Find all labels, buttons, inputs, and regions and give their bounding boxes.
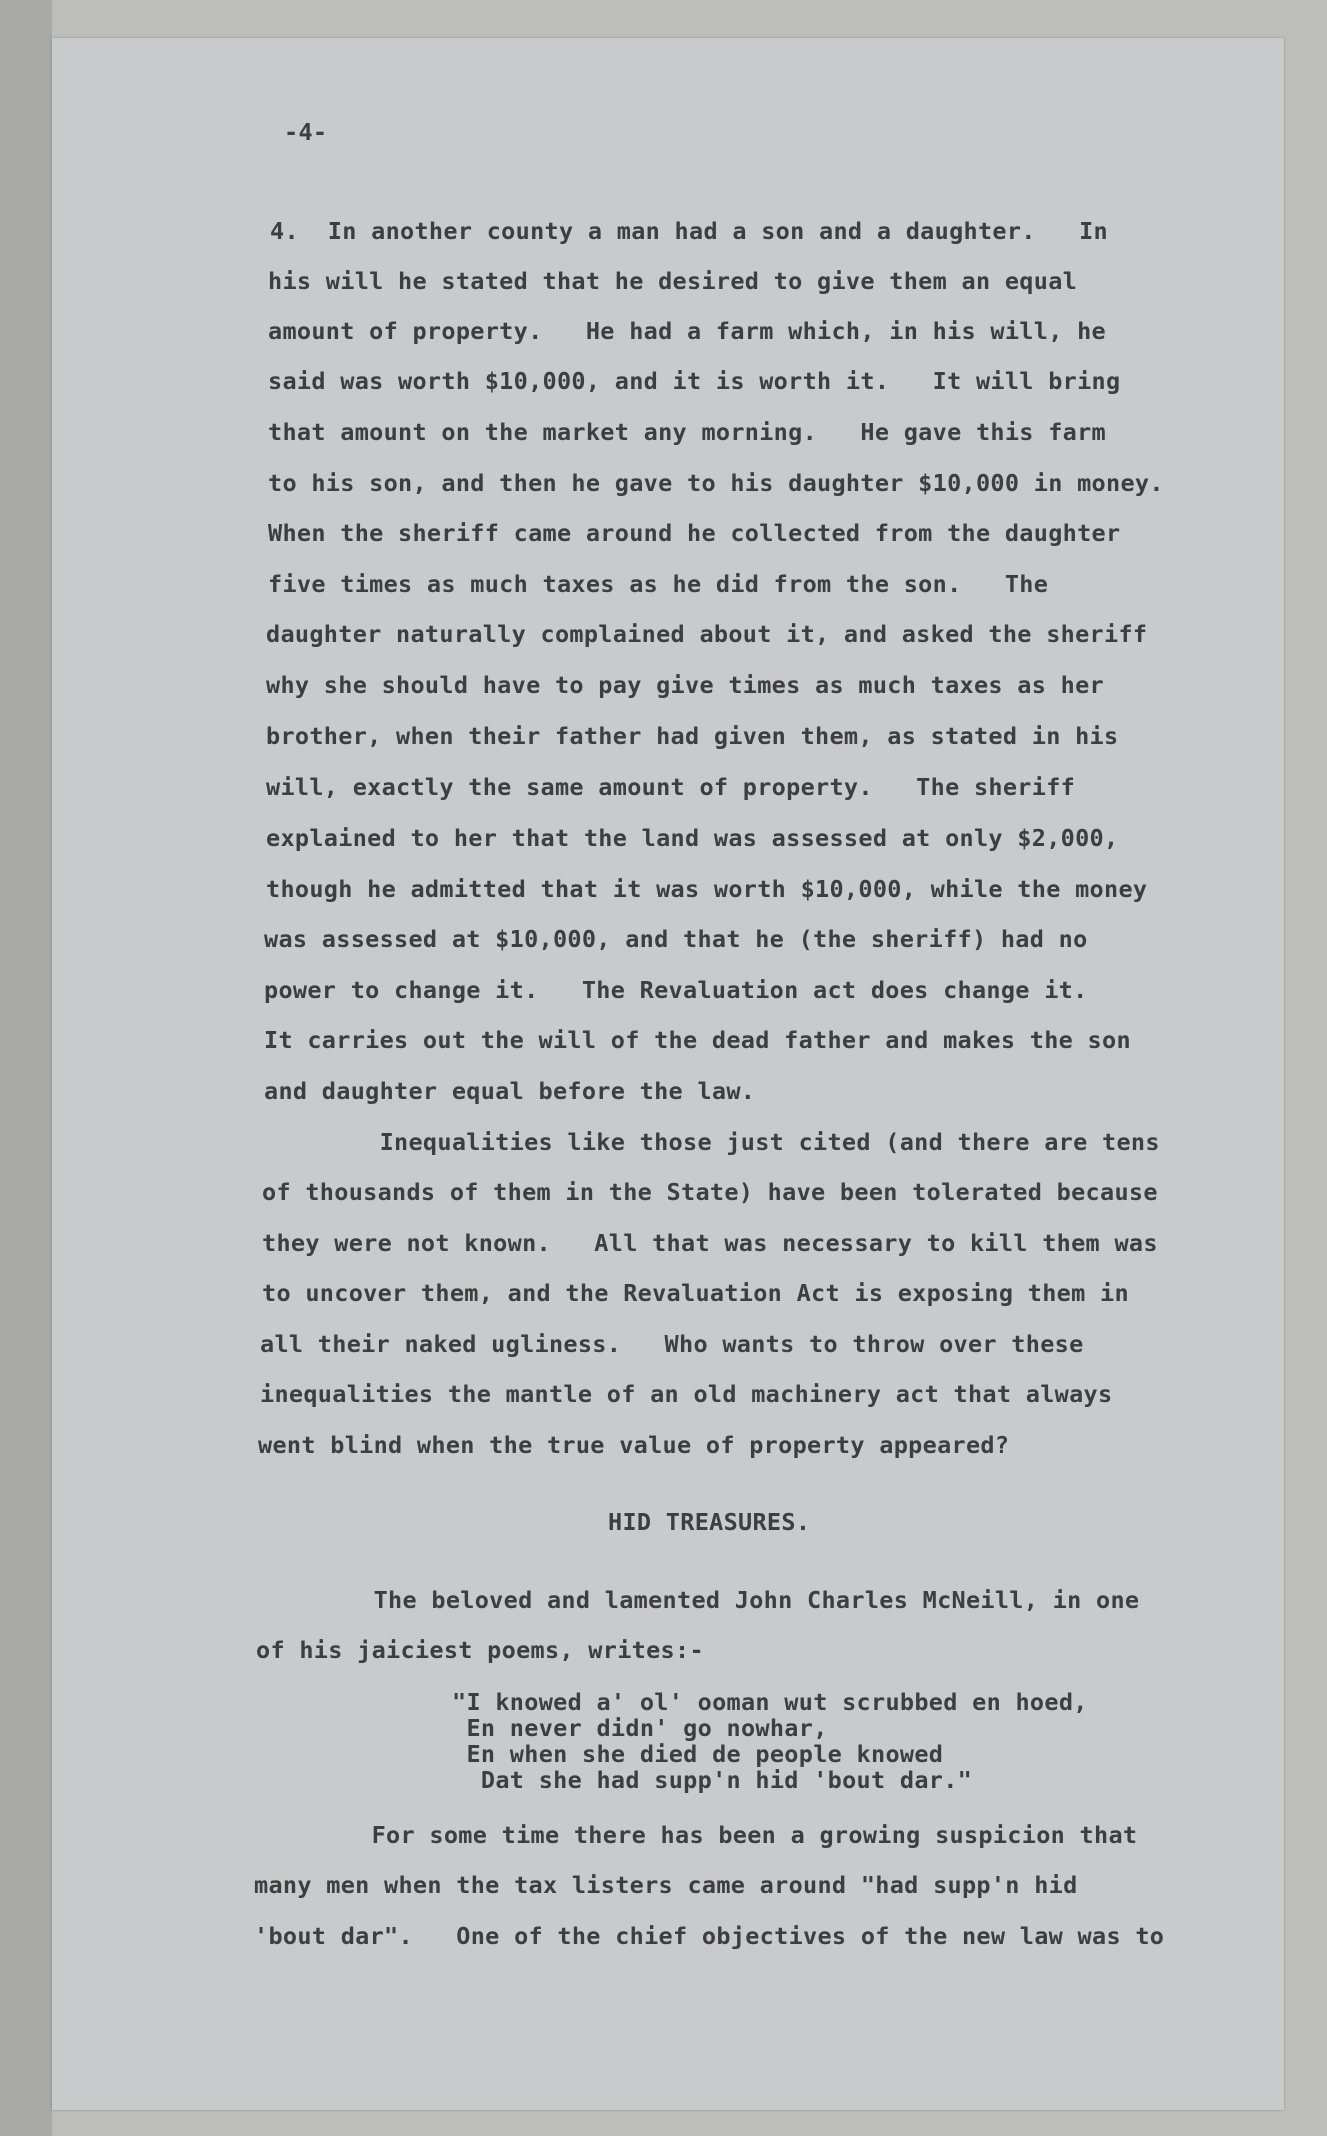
paragraph-line: 'bout dar". One of the chief objectives of the new law was to — [254, 1922, 1165, 1950]
paragraph-line: to his son, and then he gave to his daughter $10,000 in money. — [268, 469, 1164, 497]
paragraph-line: to uncover them, and the Revaluation Act is exposing them in — [262, 1279, 1129, 1307]
paragraph-line: why she should have to pay give times as much taxes as her — [266, 671, 1104, 699]
section-heading: HID TREASURES. — [608, 1508, 811, 1536]
poem-line: Dat she had supp'n hid 'bout dar." — [452, 1766, 973, 1794]
paragraph-line: brother, when their father had given them, as stated in his — [266, 722, 1119, 750]
document-page — [52, 38, 1284, 2110]
poem-line: "I knowed a' ol' ooman wut scrubbed en hoed, — [452, 1688, 1088, 1716]
paragraph-line: went blind when the true value of property appeared? — [258, 1431, 1010, 1459]
paragraph-line: of his jaiciest poems, writes:- — [256, 1636, 704, 1664]
paragraph-line: that amount on the market any morning. He gave this farm — [268, 418, 1106, 446]
paragraph-line: all their naked ugliness. Who wants to throw over these — [260, 1330, 1084, 1358]
paragraph-line: Inequalities like those just cited (and there are tens — [264, 1128, 1160, 1156]
paragraph-line: though he admitted that it was worth $10,000, while the money — [266, 875, 1148, 903]
paragraph-line: five times as much taxes as he did from the son. The — [268, 570, 1049, 598]
page-number: -4- — [284, 118, 328, 146]
paragraph-line: and daughter equal before the law. — [264, 1077, 756, 1105]
paragraph-line: For some time there has been a growing suspicion that — [256, 1821, 1138, 1849]
paragraph-line: 4. In another county a man had a son and a daughter. In — [270, 217, 1108, 245]
paragraph-line: inequalities the mantle of an old machinery act that always — [260, 1380, 1113, 1408]
paragraph-line: was assessed at $10,000, and that he (the sheriff) had no — [264, 925, 1088, 953]
paragraph-line: daughter naturally complained about it, and asked the sheriff — [266, 620, 1148, 648]
paragraph-line: many men when the tax listers came around "had supp'n hid — [254, 1871, 1078, 1899]
scan-edge — [0, 0, 52, 2136]
paragraph-line: of thousands of them in the State) have been tolerated because — [262, 1178, 1158, 1206]
poem-line: En never didn' go nowhar, — [452, 1714, 828, 1742]
paragraph-line: When the sheriff came around he collected from the daughter — [268, 519, 1121, 547]
paragraph-line: his will he stated that he desired to give them an equal — [268, 267, 1078, 295]
paragraph-line: said was worth $10,000, and it is worth it. It will bring — [268, 367, 1121, 395]
paragraph-line: explained to her that the land was assessed at only $2,000, — [266, 824, 1119, 852]
paragraph-line: It carries out the will of the dead father and makes the son — [264, 1026, 1131, 1054]
paragraph-line: The beloved and lamented John Charles McNeill, in one — [258, 1586, 1140, 1614]
paragraph-line: they were not known. All that was necessary to kill them was — [262, 1229, 1158, 1257]
paragraph-line: will, exactly the same amount of property. The sheriff — [266, 773, 1076, 801]
paragraph-line: amount of property. He had a farm which, in his will, he — [268, 317, 1106, 345]
poem-line: En when she died de people knowed — [452, 1740, 944, 1768]
paragraph-line: power to change it. The Revaluation act does change it. — [264, 976, 1088, 1004]
